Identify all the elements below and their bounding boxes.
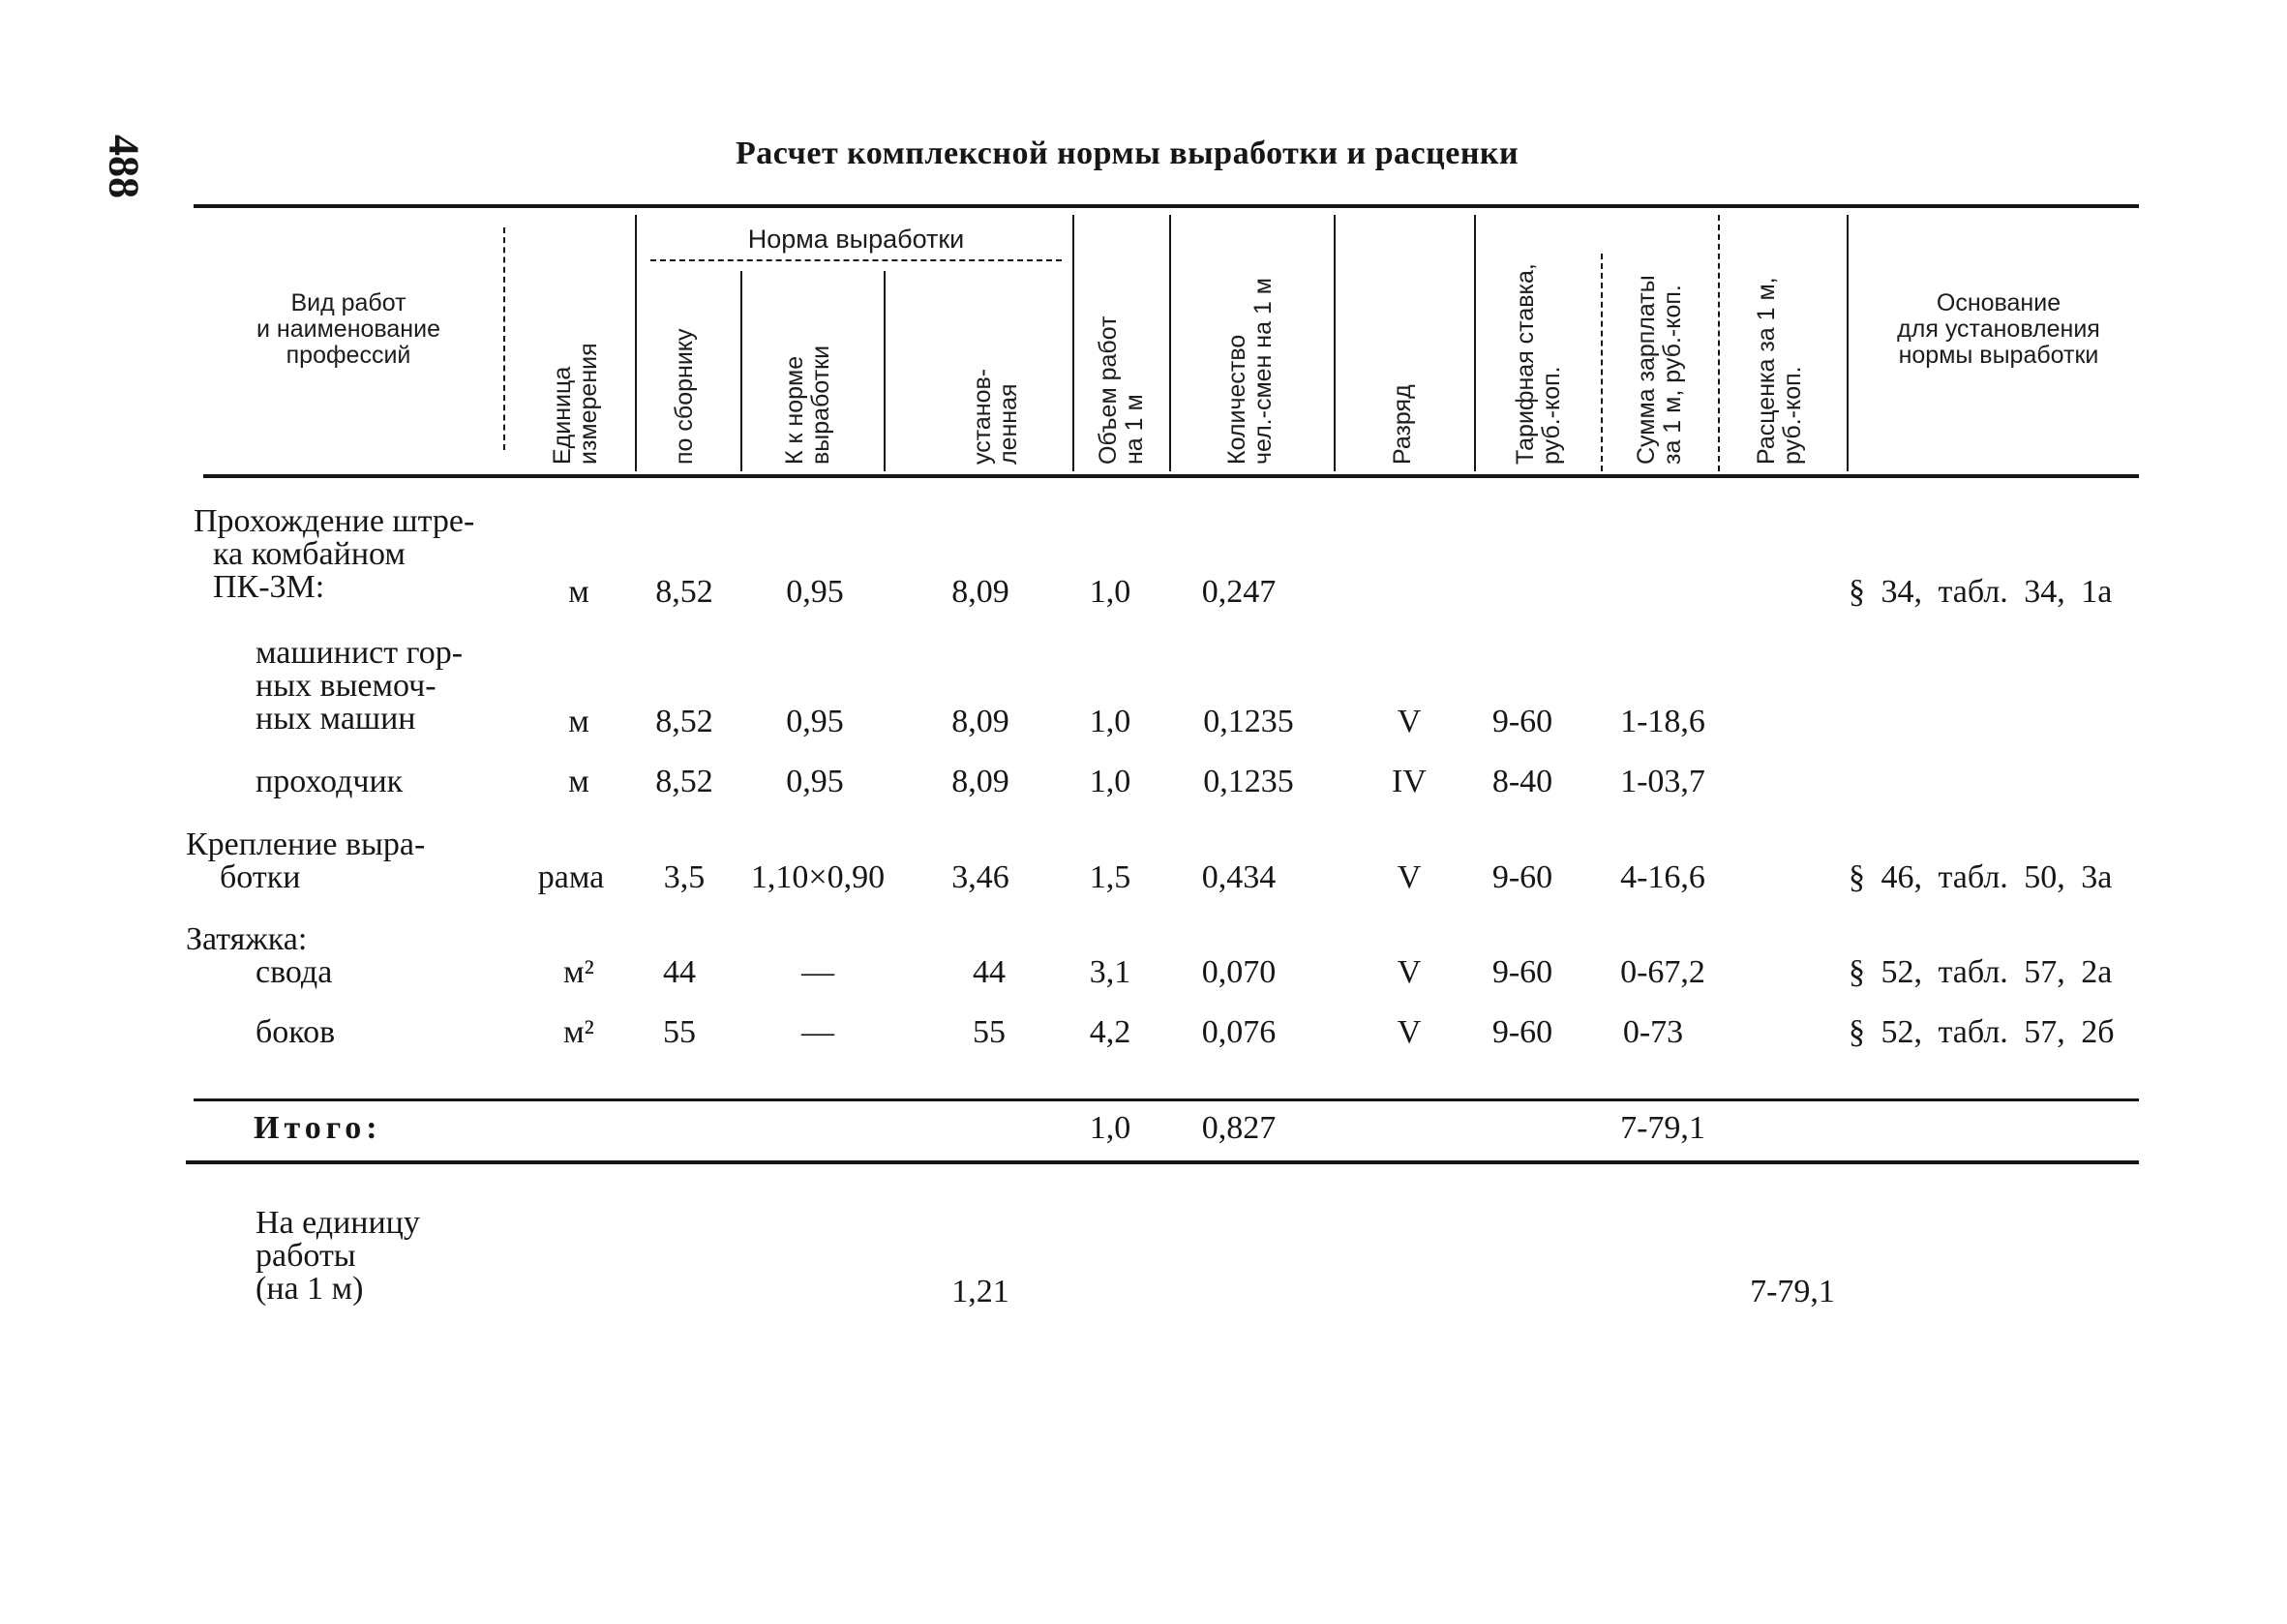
- total-top-rule: [194, 1098, 2139, 1101]
- header-norm-collection: по сборнику: [671, 328, 698, 465]
- cell-norm: 8,52: [655, 704, 713, 739]
- cell-wage: 1-03,7: [1620, 764, 1705, 799]
- cell-k: 0,95: [786, 704, 844, 739]
- cell-tariff: 9-60: [1491, 704, 1553, 739]
- header-k-coefficient: К к норме выработки: [781, 345, 834, 465]
- cell-k: 1,10×0,90: [750, 859, 886, 895]
- header-rate: Расценка за 1 м, руб.-коп.: [1753, 277, 1806, 465]
- cell-norm: 3,5: [663, 859, 706, 895]
- column-divider: [1072, 215, 1074, 471]
- cell-established: 8,09: [951, 704, 1009, 739]
- column-divider: [503, 227, 505, 450]
- page-title: Расчет комплексной нормы выработки и расценки: [736, 135, 1520, 171]
- header-tariff: Тарифная ставка, руб.-коп.: [1512, 263, 1565, 465]
- cell-wage: 1-18,6: [1620, 704, 1705, 739]
- column-divider: [740, 271, 742, 471]
- cell-man-shifts: 0,070: [1201, 954, 1277, 990]
- total-man-shifts: 0,827: [1201, 1110, 1277, 1146]
- column-divider: [1169, 215, 1171, 471]
- table-row-name: машинист гор- ных выемоч- ных машин: [256, 635, 464, 737]
- table-row-name: проходчик: [256, 764, 404, 799]
- cell-unit: м²: [563, 1014, 594, 1050]
- header-norm-group: Норма выработки: [747, 225, 965, 254]
- per-unit-norm: 1,21: [951, 1274, 1009, 1309]
- cell-basis: § 52, табл. 57, 2б: [1849, 1014, 2115, 1050]
- table-row-name: свода: [256, 954, 333, 990]
- cell-norm: 8,52: [655, 764, 713, 799]
- cell-grade: V: [1397, 1014, 1422, 1050]
- cell-k: 0,95: [786, 574, 844, 610]
- norm-group-underline: [650, 259, 1062, 261]
- cell-k: 0,95: [786, 764, 844, 799]
- cell-man-shifts: 0,247: [1201, 574, 1277, 610]
- table-top-rule: [194, 204, 2139, 208]
- cell-tariff: 8-40: [1491, 764, 1553, 799]
- total-volume: 1,0: [1089, 1110, 1131, 1146]
- cell-basis: § 34, табл. 34, 1а: [1849, 574, 2113, 610]
- per-unit-label: На единицу работы (на 1 м): [256, 1205, 420, 1307]
- header-unit: Единица измерения: [549, 343, 602, 465]
- cell-unit: м: [568, 574, 589, 610]
- header-established-norm: установ- ленная: [969, 368, 1022, 465]
- cell-k: —: [801, 1014, 834, 1050]
- cell-grade: V: [1397, 954, 1422, 990]
- cell-established: 3,46: [951, 859, 1009, 895]
- cell-wage: 0-73: [1622, 1014, 1684, 1050]
- cell-unit: рама: [537, 859, 605, 895]
- header-volume: Объем работ на 1 м: [1095, 316, 1148, 465]
- column-divider: [1847, 215, 1849, 471]
- column-divider: [1601, 254, 1603, 471]
- cell-k: —: [801, 954, 834, 990]
- header-bottom-rule: [203, 474, 2139, 478]
- cell-basis: § 46, табл. 50, 3а: [1849, 859, 2113, 895]
- cell-volume: 1,0: [1089, 574, 1131, 610]
- table-row-name: Прохождение штре- ка комбайном ПК-3М:: [194, 503, 475, 605]
- cell-unit: м: [568, 704, 589, 739]
- total-bottom-rule: [186, 1160, 2139, 1164]
- cell-man-shifts: 0,076: [1201, 1014, 1277, 1050]
- cell-tariff: 9-60: [1491, 954, 1553, 990]
- cell-norm: 55: [663, 1014, 696, 1050]
- cell-tariff: 9-60: [1491, 1014, 1553, 1050]
- cell-unit: м²: [563, 954, 594, 990]
- cell-volume: 1,0: [1089, 704, 1131, 739]
- cell-man-shifts: 0,434: [1201, 859, 1277, 895]
- header-work-type: Вид работ и наименование профессий: [256, 289, 440, 369]
- cell-volume: 3,1: [1089, 954, 1131, 990]
- table-row-name: Затяжка:: [186, 921, 308, 957]
- cell-grade: V: [1397, 704, 1422, 739]
- column-divider: [1474, 215, 1476, 471]
- cell-established: 8,09: [951, 764, 1009, 799]
- cell-man-shifts: 0,1235: [1203, 704, 1294, 739]
- header-wage: Сумма зарплаты за 1 м, руб.-коп.: [1633, 275, 1686, 465]
- cell-volume: 1,0: [1089, 764, 1131, 799]
- header-man-shifts: Количество чел.-смен на 1 м: [1223, 278, 1277, 465]
- per-unit-rate: 7-79,1: [1750, 1274, 1835, 1309]
- cell-wage: 0-67,2: [1620, 954, 1705, 990]
- cell-man-shifts: 0,1235: [1203, 764, 1294, 799]
- cell-basis: § 52, табл. 57, 2а: [1849, 954, 2113, 990]
- cell-norm: 8,52: [655, 574, 713, 610]
- column-divider: [1334, 215, 1336, 471]
- cell-tariff: 9-60: [1491, 859, 1553, 895]
- cell-established: 44: [973, 954, 1006, 990]
- cell-grade: V: [1397, 859, 1422, 895]
- total-label: Итого:: [254, 1110, 382, 1146]
- cell-wage: 4-16,6: [1620, 859, 1705, 895]
- cell-established: 55: [973, 1014, 1006, 1050]
- column-divider: [635, 215, 637, 471]
- cell-grade: IV: [1392, 764, 1427, 799]
- cell-unit: м: [568, 764, 589, 799]
- header-basis: Основание для установления нормы выработки: [1897, 289, 2100, 369]
- column-divider: [1718, 215, 1720, 471]
- cell-volume: 4,2: [1089, 1014, 1131, 1050]
- table-row-name: боков: [256, 1014, 336, 1050]
- table-row-name: Крепление выра- ботки: [186, 827, 426, 895]
- header-grade: Разряд: [1389, 384, 1416, 465]
- cell-norm: 44: [663, 954, 696, 990]
- page-number: 488: [100, 135, 148, 198]
- cell-established: 8,09: [951, 574, 1009, 610]
- total-wage: 7-79,1: [1620, 1110, 1705, 1146]
- column-divider: [884, 271, 886, 471]
- cell-volume: 1,5: [1089, 859, 1131, 895]
